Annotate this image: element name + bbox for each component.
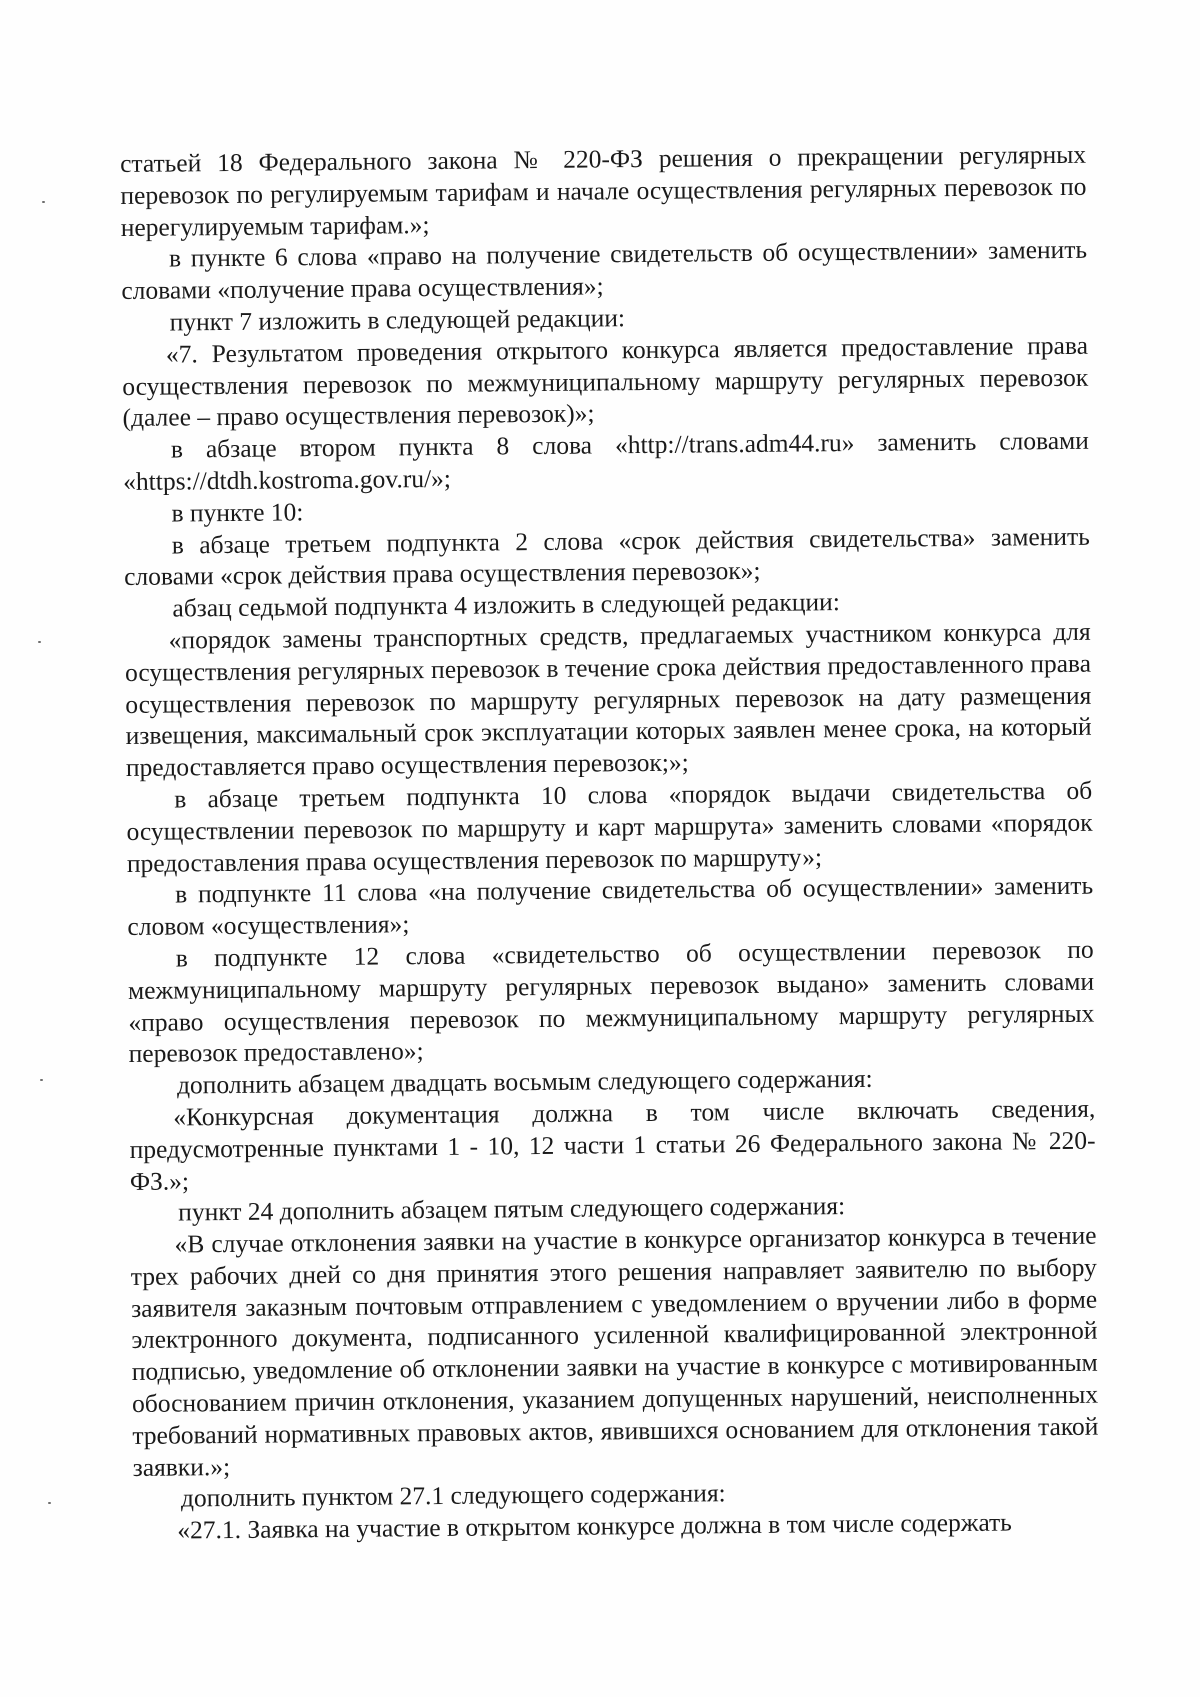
paragraph-add-28-text: «Конкурсная документация должна в том числе включать сведения, предусмотренные пунктами 1 - 10, 12 части 1 статьи 26 Федерального закона № 220-ФЗ.»; bbox=[129, 1093, 1096, 1196]
paragraph-item-24-text: «В случае отклонения заявки на участие в конкурсе организатор конкурса в течение трех рабочих дней со дня принятия этого решения направляет заявителю по выбору заявителя заказным почтовым отправлением с уведомлением о вручении либо в форме электронного документа, подписанного усиленной квалифицированной электронной подписью, уведомление об отклонении заявки на участие в конкурсе с мотивированным обоснованием причин отклонения, указанием допущенных нарушений, неисполненных требований нормативных правовых актов, явившихся основанием для отклонения такой заявки.»; bbox=[130, 1220, 1099, 1482]
paragraph-subitem-4-text: «порядок замены транспортных средств, предлагаемых участником конкурса для осуществления регулярных перевозок в течение срока действия предоставленного права осуществления перевозок по маршруту регулярных перевозок на дату размещения извещения, максимальный срок эксплуатации которых заявлен менее срока, на который предоставляется право осуществления перевозок;»; bbox=[124, 616, 1092, 783]
paragraph-continuation: статьей 18 Федерального закона № 220-ФЗ решения о прекращении регулярных перевозок по регулируемым тарифам и начале осуществления регулярных перевозок по нерегулируемым тарифам.»; bbox=[120, 139, 1087, 242]
paragraph-item-6: в пункте 6 слова «право на получение свидетельств об осуществлении» заменить словами «получение права осуществления»; bbox=[121, 235, 1088, 306]
paragraph-subitem-10: в абзаце третьем подпункта 10 слова «порядок выдачи свидетельства об осуществлении перевозок по маршруту и карт маршрута» заменить словами «порядок предоставления права осуществления перевозок по маршруту»; bbox=[126, 775, 1093, 878]
paragraph-item-10-intro: в пункте 10: bbox=[171, 497, 304, 528]
scan-speck bbox=[38, 641, 41, 643]
scan-speck bbox=[48, 1502, 51, 1504]
paragraph-subitem-2: в абзаце третьем подпункта 2 слова «срок действия свидетельства» заменить словами «срок действия права осуществления перевозок»; bbox=[123, 521, 1090, 592]
scan-speck bbox=[42, 201, 45, 203]
paragraph-item-27-1-text: «27.1. Заявка на участие в открытом конкурсе должна в том числе содержать bbox=[177, 1507, 1012, 1545]
paragraph-add-28-intro: дополнить абзацем двадцать восьмым следующего содержания: bbox=[176, 1063, 873, 1100]
scan-speck bbox=[40, 1079, 43, 1081]
document-body bbox=[120, 139, 1099, 1547]
paragraph-item-24-intro: пункт 24 дополнить абзацем пятым следующего содержания: bbox=[178, 1191, 846, 1227]
paragraph-subitem-4-intro: абзац седьмой подпункта 4 изложить в следующей редакции: bbox=[172, 587, 840, 623]
paragraph-item-7-text: «7. Результатом проведения открытого конкурса является предоставление права осуществления перевозок по межмуниципальному маршруту регулярных перевозок (далее – право осуществления перевозок)»; bbox=[122, 330, 1089, 433]
paragraph-item-8: в абзаце втором пункта 8 слова «http://trans.adm44.ru» заменить словами «https://dtdh.kostroma.gov.ru/»; bbox=[123, 425, 1089, 496]
paragraph-subitem-12: в подпункте 12 слова «свидетельство об осуществлении перевозок по межмуниципальному маршруту регулярных перевозок выдано» заменить словами «право осуществления перевозок по межмуниципальному маршруту регулярных перевозок предоставлено»; bbox=[127, 934, 1095, 1069]
paragraph-subitem-11: в подпункте 11 слова «на получение свидетельства об осуществлении» заменить словом «осуществления»; bbox=[127, 871, 1094, 942]
paragraph-item-27-1-intro: дополнить пунктом 27.1 следующего содержания: bbox=[180, 1478, 726, 1513]
paragraph-item-7-intro: пункт 7 изложить в следующей редакции: bbox=[169, 303, 626, 337]
